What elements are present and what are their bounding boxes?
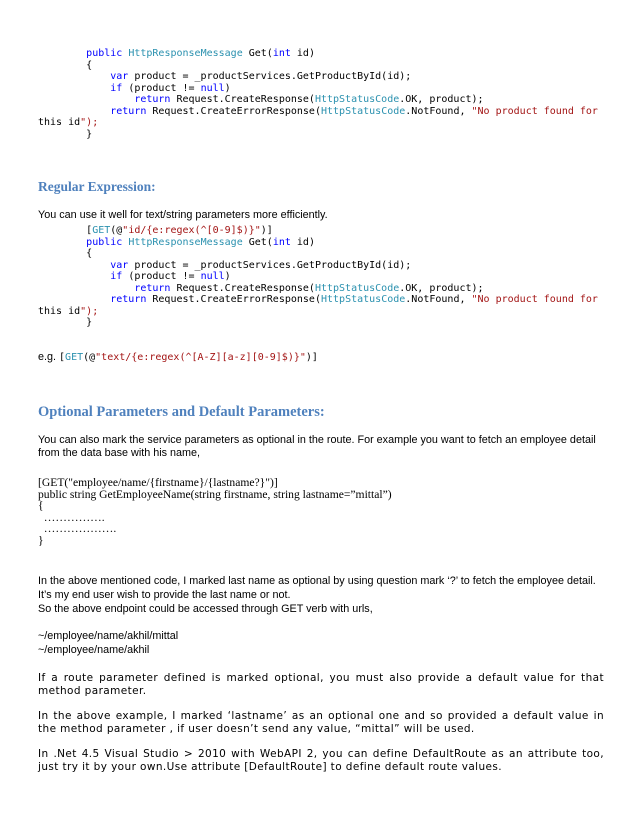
code-line: var product = _productServices.GetProductById(id); [110,259,412,271]
regex-example [38,351,604,364]
heading-regular-expression: Regular Expression: [38,179,156,194]
code-block-regex-route [38,225,608,329]
code-line: return Request.CreateErrorResponse(HttpStatusCode.NotFound, "No product found for [110,294,598,305]
code-line: [GET("employee/name/{firstname}/{lastname?}")] [38,476,278,489]
code-line: public string GetEmployeeName(string firstname, string lastname=”mittal”) [38,487,392,501]
example-prefix: e.g. [38,351,60,363]
url-example-short: ~/employee/name/akhil [38,644,150,656]
explain-endpoint-access: So the above endpoint could be accessed through GET verb with urls, [38,603,373,615]
code-line: { [38,59,93,71]
example-route-code: [GET(@"text/{e:regex(^[A-Z][a-z][0-9]$)}")] [59,352,318,363]
code-block-employee-name [38,476,604,545]
code-line: } [38,533,44,547]
optional-intro-text: You can also mark the service parameters as optional in the route. For example you want to fetch an employee detail from the data base with his name, [38,434,596,459]
code-line: return Request.CreateErrorResponse(HttpStatusCode.NotFound, "No product found for [110,105,598,117]
paragraph-default-route: In .Net 4.5 Visual Studio > 2010 with WebAPI 2, you can define DefaultRoute as an attribute too, just try it by your own.Use attribute [DefaultRoute] to define default route values. [38,748,604,773]
code-block-get-by-id [38,48,608,140]
paragraph-example-explained: In the above example, I marked ‘lastname’ as an optional one and so provided a default value in the method parameter , if user doesn’t send any value, “mittal” will be used. [38,710,604,735]
code-line: public HttpResponseMessage Get(int id) [86,48,315,59]
code-line: ………………. [38,522,117,535]
heading-optional-parameters: Optional Parameters and Default Parameters: [38,404,325,420]
paragraph-optional-default: If a route parameter defined is marked optional, you must also provide a default value for that method parameter. [38,672,604,697]
code-line: var product = _productServices.GetProductById(id); [110,71,412,82]
code-line: { [38,499,44,512]
code-line: if (product != null) [110,82,231,94]
code-line: ……………. [38,510,105,524]
code-line: } [38,128,93,140]
code-line: } [38,317,93,328]
code-line: public HttpResponseMessage Get(int id) [86,236,315,248]
code-line: { [38,248,93,259]
code-line: if (product != null) [110,271,231,282]
code-line: this id"); [38,117,99,128]
explain-user-choice: It’s my end user wish to provide the last name or not. [38,589,291,601]
regex-intro-text: You can use it well for text/string parameters more efficiently. [38,209,328,221]
code-line: [GET(@"id/{e:regex(^[0-9]$)}")] [38,225,273,236]
code-line: return Request.CreateResponse(HttpStatusCode.OK, product); [134,282,484,294]
explain-optional-lastname: In the above mentioned code, I marked last name as optional by using question mark ‘?’ to fetch the employee detail. [38,575,596,587]
code-line: return Request.CreateResponse(HttpStatusCode.OK, product); [134,94,484,105]
code-line: this id"); [38,305,99,317]
url-example-full: ~/employee/name/akhil/mittal [38,630,179,642]
